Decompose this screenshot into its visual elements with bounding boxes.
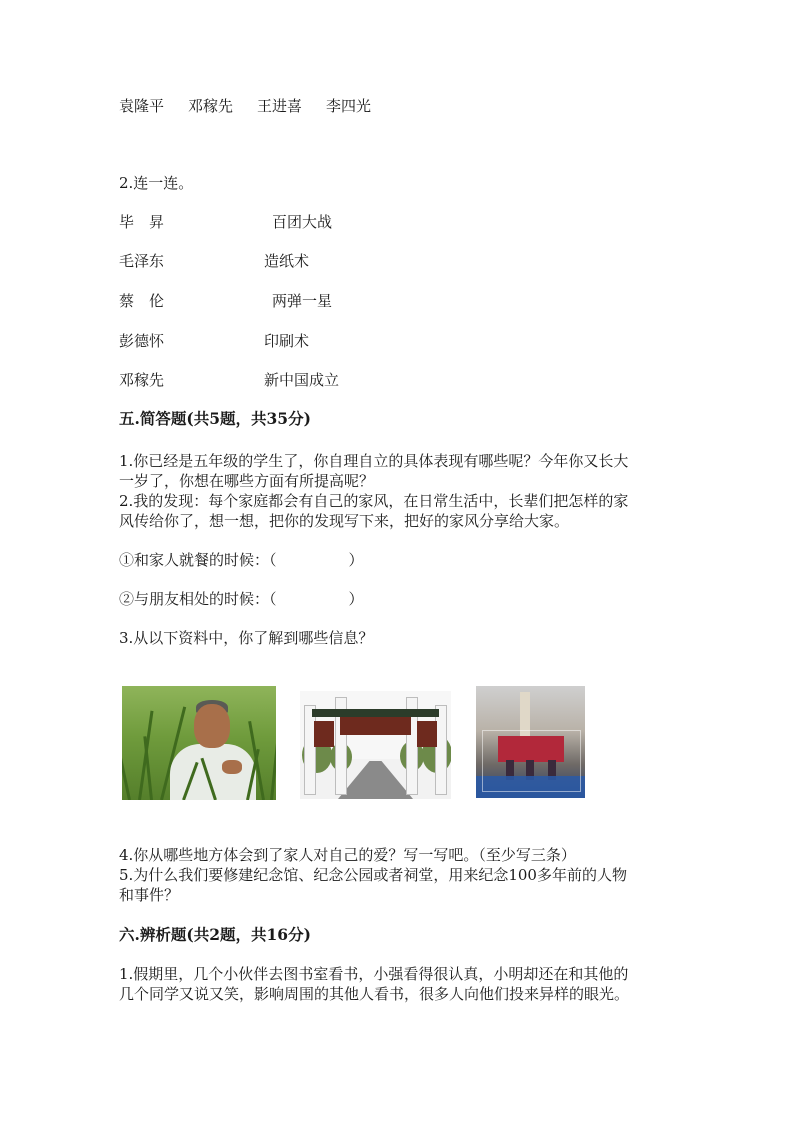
match-left-2: 毛泽东 [119, 252, 165, 270]
s5-q3: 3.从以下资料中，你了解到哪些信息？ [119, 629, 374, 647]
name-1: 袁隆平 [119, 97, 165, 115]
match-left-3: 蔡 伦 [119, 292, 165, 310]
s5-q2-line2: 风传给你了，想一想，把你的发现写下来，把好的家风分享给大家。 [119, 512, 570, 530]
match-right-1: 百团大战 [272, 213, 333, 231]
s5-q2-line1: 2.我的发现：每个家庭都会有自己的家风，在日常生活中，长辈们把怎样的家 [119, 492, 629, 510]
match-right-4: 印刷术 [264, 332, 310, 350]
section-5-title: 五.简答题(共5题，共35分) [119, 409, 311, 428]
s5-q2-a-label: ①和家人就餐的时候：（ [119, 551, 277, 569]
match-right-5: 新中国成立 [264, 371, 340, 389]
photo-memorial-gate [300, 691, 451, 799]
s6-q1-line2: 几个同学又说又笑，影响周围的其他人看书，很多人向他们投来异样的眼光。 [119, 985, 630, 1003]
name-2: 邓稼先 [188, 97, 234, 115]
photo-farmer-rice-field [122, 686, 276, 800]
match-left-5: 邓稼先 [119, 371, 165, 389]
s5-q2-answer-a [119, 550, 364, 570]
photo-oil-platform-model [476, 686, 585, 798]
section-6-title: 六.辨析题(共2题，共16分) [119, 925, 311, 944]
s5-q5-line1: 5.为什么我们要修建纪念馆、纪念公园或者祠堂，用来纪念100多年前的人物 [119, 866, 627, 884]
s5-q4: 4.你从哪些地方体会到了家人对自己的爱？写一写吧。（至少写三条） [119, 846, 576, 864]
s6-q1-line1: 1.假期里，几个小伙伴去图书室看书，小强看得很认真，小明却还在和其他的 [119, 965, 629, 983]
match-right-2: 造纸术 [264, 252, 310, 270]
s5-q1-line2: 一岁了，你想在哪些方面有所提高呢？ [119, 472, 375, 490]
q2-title: 2.连一连。 [119, 174, 194, 192]
close-paren-b: ） [348, 590, 364, 608]
name-3: 王进喜 [257, 97, 303, 115]
s5-q2-answer-b [119, 589, 364, 609]
s5-q5-line2: 和事件？ [119, 886, 180, 904]
s5-q2-b-label: ②与朋友相处的时候：（ [119, 590, 277, 608]
names-row [119, 96, 371, 116]
match-left-1: 毕 昇 [119, 213, 165, 231]
match-left-4: 彭德怀 [119, 332, 165, 350]
name-4: 李四光 [326, 97, 372, 115]
close-paren-a: ） [348, 551, 364, 569]
s5-q1-line1: 1.你已经是五年级的学生了，你自理自立的具体表现有哪些呢？今年你又长大 [119, 452, 629, 470]
match-right-3: 两弹一星 [272, 292, 333, 310]
